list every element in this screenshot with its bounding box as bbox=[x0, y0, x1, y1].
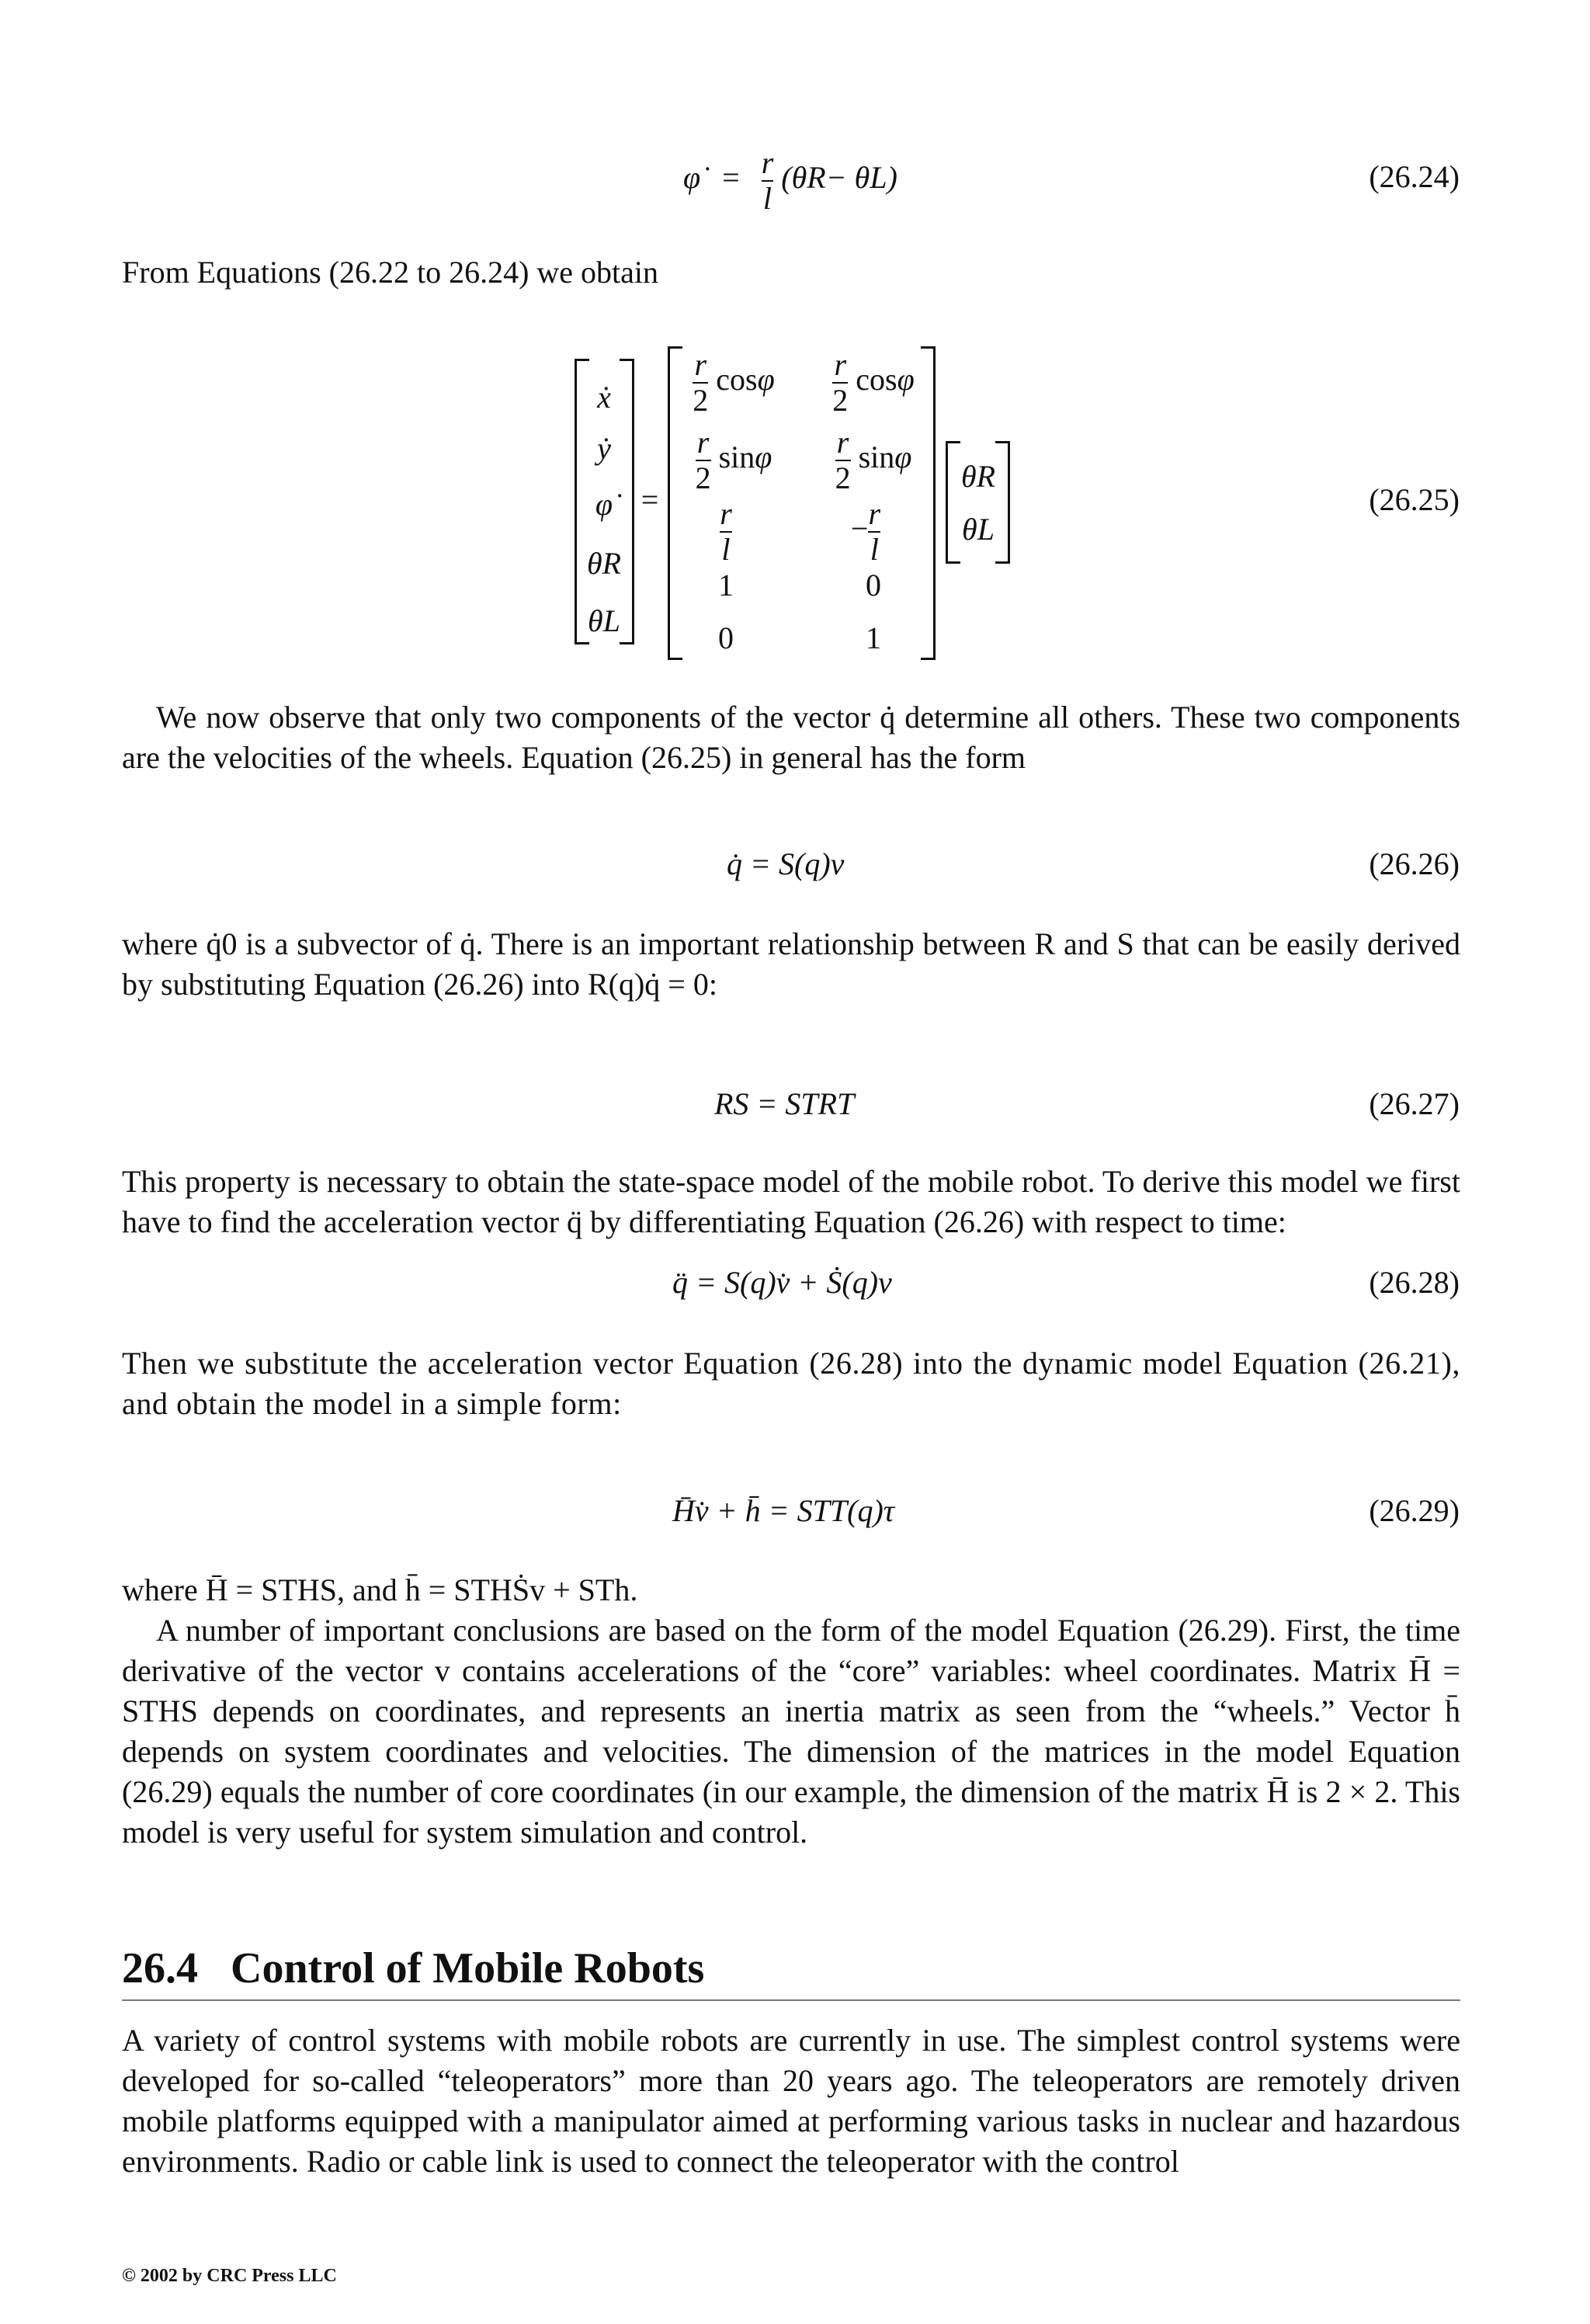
lhs-phi-dot: φ̇ bbox=[595, 487, 613, 522]
rhs-theta-r-dot: θ̇R bbox=[960, 459, 996, 494]
m22: $\frac{r}{2}$ sinφ bbox=[835, 425, 912, 495]
eq-24-lhs: φ̇ bbox=[683, 160, 701, 196]
equation-26-24 bbox=[683, 146, 897, 216]
m41: 1 bbox=[718, 568, 734, 603]
lhs-theta-r-dot: θ̇R bbox=[586, 546, 622, 581]
eq-27-number: (26.27) bbox=[1369, 1086, 1460, 1121]
eq-24-number: (26.24) bbox=[1369, 159, 1460, 194]
m12: $\frac{r}{2}$ cosφ bbox=[832, 347, 915, 418]
eq-24-denominator: l bbox=[762, 181, 772, 216]
m11: $\frac{r}{2}$ cosφ bbox=[693, 347, 775, 418]
eq-24-rhs: (θ̇R− θ̇L) bbox=[781, 160, 897, 196]
matrix-left-bracket bbox=[668, 346, 682, 660]
eq-26-number: (26.26) bbox=[1369, 846, 1460, 881]
lhs-vector-right-bracket bbox=[620, 359, 634, 644]
equation-26-27: RS = STRT bbox=[714, 1086, 855, 1121]
paragraph-then-substitute: Then we substitute the acceleration vector Equation (26.28) into the dynamic model Equation (26.21), and obtain the model in a simple form: bbox=[122, 1346, 1460, 1421]
eq-25-equals: = bbox=[641, 482, 659, 517]
lhs-y-dot: ẏ bbox=[597, 431, 611, 466]
eq-29-number: (26.29) bbox=[1369, 1493, 1460, 1528]
eq-24-fraction bbox=[762, 146, 774, 216]
lhs-x-dot: ẋ bbox=[597, 380, 611, 415]
section-rule bbox=[122, 1999, 1460, 2001]
paragraph-where-subvector: where q̇0 is a subvector of q̇. There is an important relationship between R and S that can be easily derived by substituting Equation (26.26) into R(q)q̇ = 0: bbox=[122, 926, 1460, 1002]
paragraph-property: This property is necessary to obtain the state-space model of the mobile robot. To derive this model we first have to find the acceleration vector q̈ by differentiating Equation (26.26) with respect to time: bbox=[122, 1164, 1460, 1239]
eq-24-numerator: r bbox=[761, 145, 774, 180]
equation-26-29: H̄v̇ + h̄ = STT(q)τ bbox=[672, 1493, 895, 1528]
m32: − $\frac{r}{l}$ bbox=[850, 496, 881, 567]
equation-26-26: q̇ = S(q)v bbox=[727, 846, 845, 881]
eq-28-number: (26.28) bbox=[1369, 1265, 1460, 1300]
m31: $\frac{r}{l}$ bbox=[720, 496, 732, 567]
paragraph-conclusions: A number of important conclusions are based on the form of the model Equation (26.29). First, the time derivative of the vector v contains accelerations of the “core” variables: wheel coordinates. Matrix H̄ = STHS depends on coordinates, and represents an inertia matrix as seen from the “wheels.” Vector h̄ depends on system coordinates and velocities. The dimension of the matrices in the model Equation (26.29) equals the number of core coordinates (in our example, the dimension of the matrix H̄ is 2 × 2. This model is very useful for system simulation and control. bbox=[122, 1613, 1460, 1850]
paragraph-observe: We now observe that only two components of the vector q̇ determine all others. These two components are the velocities of the wheels. Equation (26.25) in general has the form bbox=[122, 700, 1460, 775]
m42: 0 bbox=[866, 568, 881, 603]
lhs-theta-l-dot: θ̇L bbox=[588, 603, 620, 638]
footer-copyright: © 2002 by CRC Press LLC bbox=[122, 2266, 337, 2286]
equation-26-28: q̈ = S(q)v̇ + Ṡ(q)v bbox=[672, 1265, 892, 1300]
eq-25-number: (26.25) bbox=[1369, 482, 1460, 517]
m52: 1 bbox=[866, 620, 881, 655]
rhs-theta-l-dot: θ̇L bbox=[962, 512, 995, 547]
paragraph-from-equations: From Equations (26.22 to 26.24) we obtain bbox=[122, 255, 659, 290]
paragraph-variety: A variety of control systems with mobile robots are currently in use. The simplest control systems were developed for so-called “teleoperators” more than 20 years ago. The teleoperators are remotely driven mobile platforms equipped with a manipulator aimed at performing various tasks in nuclear and hazardous environments. Radio or cable link is used to connect the teleoperator with the control bbox=[122, 2023, 1460, 2179]
m21: $\frac{r}{2}$ sinφ bbox=[695, 425, 772, 495]
paragraph-where-h: where H̄ = STHS, and h̄ = STHṠv + STh. bbox=[122, 1572, 638, 1607]
eq-24-rel: = bbox=[722, 160, 740, 196]
section-heading: 26.4 Control of Mobile Robots bbox=[122, 1944, 705, 1992]
m51: 0 bbox=[718, 620, 734, 655]
